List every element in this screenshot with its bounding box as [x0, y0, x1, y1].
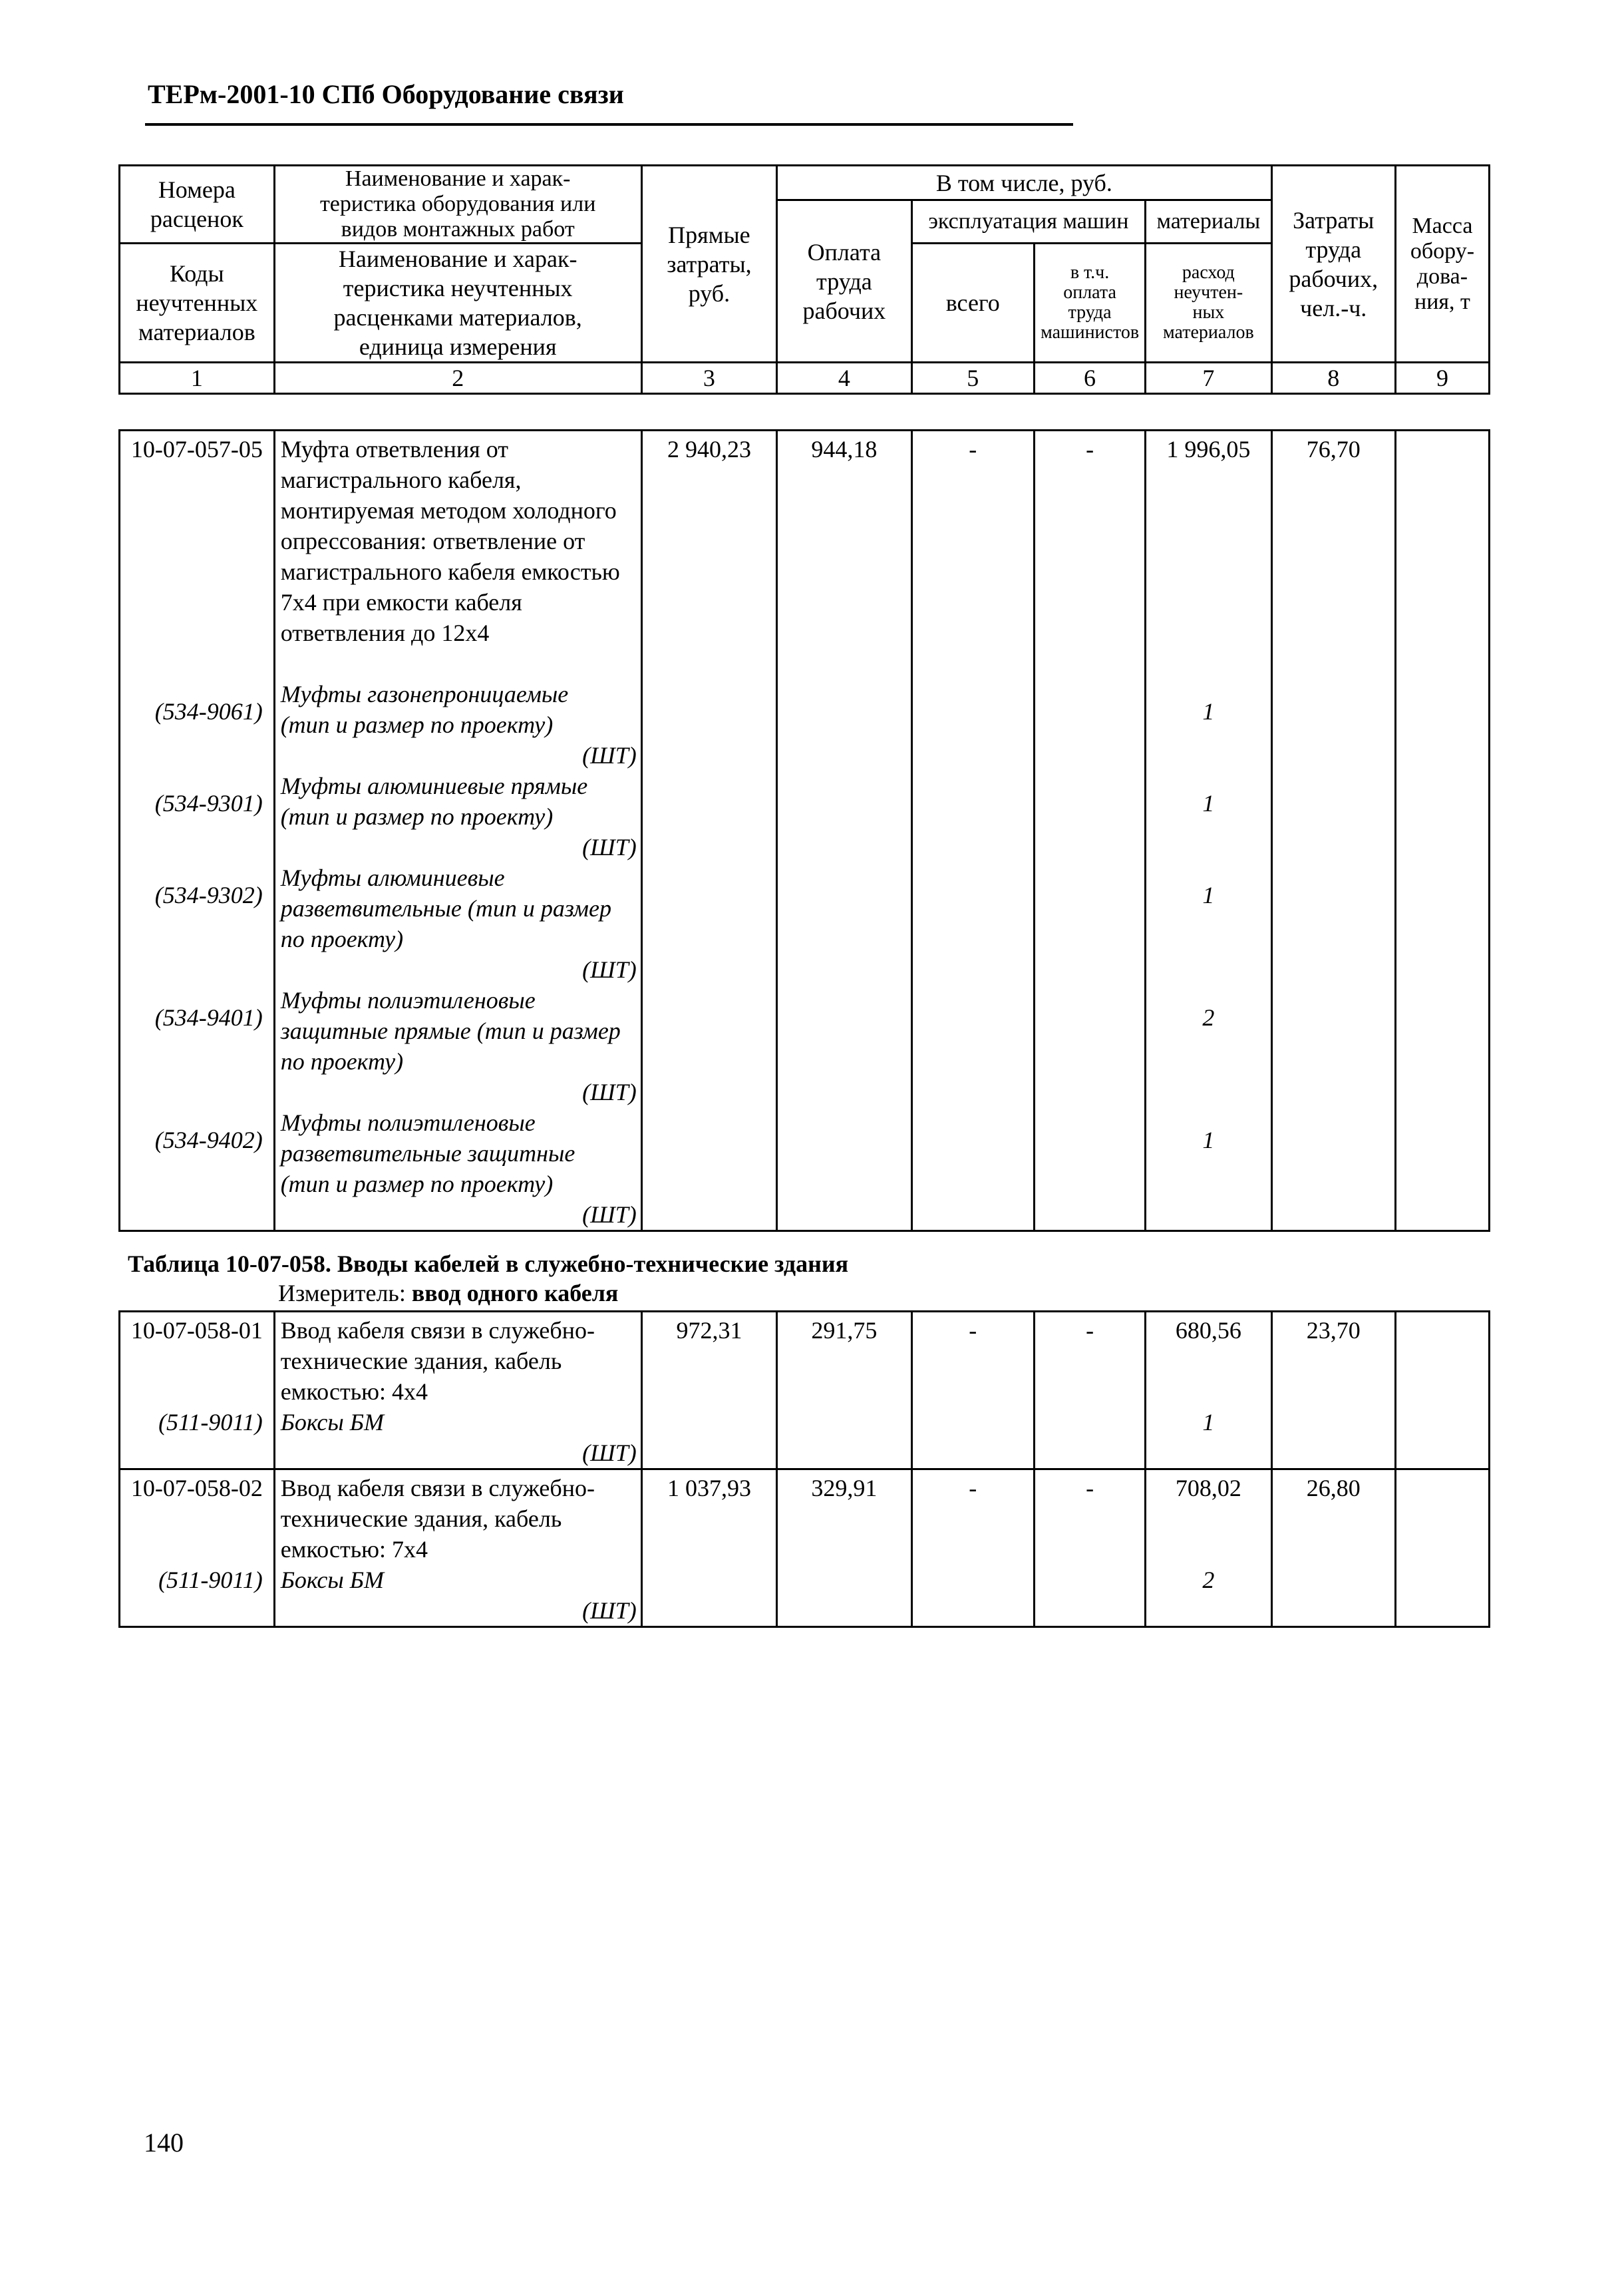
- material-name: Муфты полиэтиленовые: [280, 987, 536, 1014]
- equipment-mass: [1395, 431, 1489, 1231]
- labor-hours: 26,80: [1271, 1469, 1395, 1627]
- material-qty: 1: [1202, 1127, 1215, 1153]
- code-column: 10-07-058-01 (511-9011): [120, 1312, 275, 1469]
- wages: 944,18: [777, 431, 911, 1231]
- col1-header-top: Номера расценок: [120, 166, 275, 244]
- description-column: Ввод кабеля связи в служебно- технические здания, кабель емкостью: 4х4 Боксы БМ (ШТ): [274, 1312, 641, 1469]
- equipment-mass: [1395, 1312, 1489, 1469]
- material-qty: 1: [1202, 698, 1215, 725]
- col8-header: Затраты труда рабочих, чел.-ч.: [1271, 166, 1395, 363]
- machines-total: -: [911, 1312, 1034, 1469]
- col-number: 5: [911, 363, 1034, 394]
- materials-header: материалы: [1146, 200, 1271, 244]
- direct-costs: 1 037,93: [641, 1469, 776, 1627]
- col-number: 3: [641, 363, 776, 394]
- material-unit: (ШТ): [582, 834, 637, 860]
- labor-hours: 76,70: [1271, 431, 1395, 1231]
- material-name: Боксы БМ: [280, 1409, 384, 1435]
- material-unit: (ШТ): [582, 1439, 637, 1466]
- material-unit: (ШТ): [582, 1079, 637, 1105]
- material-name: Муфты алюминиевые прямые: [280, 773, 588, 799]
- description-column: Ввод кабеля связи в служебно- технические здания, кабель емкостью: 7х4 Боксы БМ (ШТ): [274, 1469, 641, 1627]
- col-number: 1: [120, 363, 275, 394]
- table-057-body: [118, 429, 1490, 1232]
- col6-header: в т.ч. оплата труда машинистов: [1034, 244, 1145, 363]
- col5-header: всего: [911, 244, 1034, 363]
- material-name: Муфты газонепроницаемые: [280, 681, 569, 707]
- material-qty: 1: [1202, 1409, 1215, 1435]
- col2-header-top: Наименование и харак- теристика оборудования или видов монтажных работ: [274, 166, 641, 244]
- material-qty: 2: [1202, 1567, 1215, 1593]
- table-058-body: [118, 1310, 1490, 1628]
- table-058-title: Таблица 10-07-058. Вводы кабелей в служебно-технические здания: [128, 1250, 849, 1277]
- materials-column: 1 996,05 1 1 1 2 1: [1146, 431, 1271, 1231]
- materials-column: 680,56 1: [1146, 1312, 1271, 1469]
- group-header: В том числе, руб.: [777, 166, 1271, 200]
- material-qty: 1: [1202, 882, 1215, 908]
- col-number: 7: [1146, 363, 1271, 394]
- operators-wages: -: [1034, 1312, 1145, 1469]
- material-qty: 2: [1202, 1004, 1215, 1031]
- material-unit: (ШТ): [582, 742, 637, 769]
- col9-header: Масса обору- дова- ния, т: [1395, 166, 1489, 363]
- material-name: Муфты полиэтиленовые: [280, 1109, 536, 1136]
- description-column: Муфта ответвления от магистрального кабеля, монтируемая методом холодного опрессования: ответвление от магистрального кабеля емкостью 7х4 при емкости кабеля ответвления до 12х4 Муфты газонепроницаемые (тип и размер по проекту) (ШТ) Муфты алюминиевые прямые (тип и размер по проекту) (ШТ) Муфты алюминиевые разветвительные (тип и размер по проекту) (ШТ) Муфты полиэтиленовые защитные прямые (тип и размер по проекту) (ШТ) Муфты полиэтиленовые разветвительные защитные (тип и размер по проекту) (ШТ): [274, 431, 641, 1231]
- material-qty: 1: [1202, 790, 1215, 817]
- document-title: ТЕРм-2001-10 СПб Оборудование связи: [148, 79, 624, 109]
- title-underline: [145, 123, 1073, 126]
- machines-header: эксплуатация машин: [911, 200, 1146, 244]
- wages: 329,91: [777, 1469, 911, 1627]
- material-unit: (ШТ): [582, 956, 637, 983]
- machines-total: -: [911, 1469, 1034, 1627]
- code-column: 10-07-057-05 (534-9061) (534-9301) (534-9302) (534-9401) (534-9402): [120, 431, 275, 1231]
- materials-column: 708,02 2: [1146, 1469, 1271, 1627]
- operators-wages: -: [1034, 1469, 1145, 1627]
- col4-header: Оплата труда рабочих: [777, 200, 911, 363]
- col3-header: Прямые затраты, руб.: [641, 166, 776, 363]
- material-unit: (ШТ): [582, 1201, 637, 1228]
- direct-costs: 2 940,23: [641, 431, 776, 1231]
- material-unit: (ШТ): [582, 1597, 637, 1624]
- col-number: 2: [274, 363, 641, 394]
- material-name: Боксы БМ: [280, 1567, 384, 1593]
- page-number: 140: [144, 2128, 184, 2158]
- table-row: [120, 431, 1490, 1231]
- wages: 291,75: [777, 1312, 911, 1469]
- col-number: 6: [1034, 363, 1145, 394]
- table-058-meter: Измеритель: ввод одного кабеля: [278, 1280, 619, 1306]
- col-number: 4: [777, 363, 911, 394]
- code-column: 10-07-058-02 (511-9011): [120, 1469, 275, 1627]
- labor-hours: 23,70: [1271, 1312, 1395, 1469]
- material-name: Муфты алюминиевые: [280, 864, 505, 891]
- col2-header-bottom: Наименование и харак- теристика неучтенных расценками материалов, единица измерения: [274, 244, 641, 363]
- table-row: [120, 1312, 1490, 1469]
- col-number: 8: [1271, 363, 1395, 394]
- direct-costs: 972,31: [641, 1312, 776, 1469]
- machines-total: -: [911, 431, 1034, 1231]
- equipment-mass: [1395, 1469, 1489, 1627]
- col-number: 9: [1395, 363, 1489, 394]
- column-header-table: [118, 164, 1490, 395]
- operators-wages: -: [1034, 431, 1145, 1231]
- col7-header: расход неучтен- ных материалов: [1146, 244, 1271, 363]
- table-row: [120, 1469, 1490, 1627]
- col1-header-bottom: Коды неучтенных материалов: [120, 244, 275, 363]
